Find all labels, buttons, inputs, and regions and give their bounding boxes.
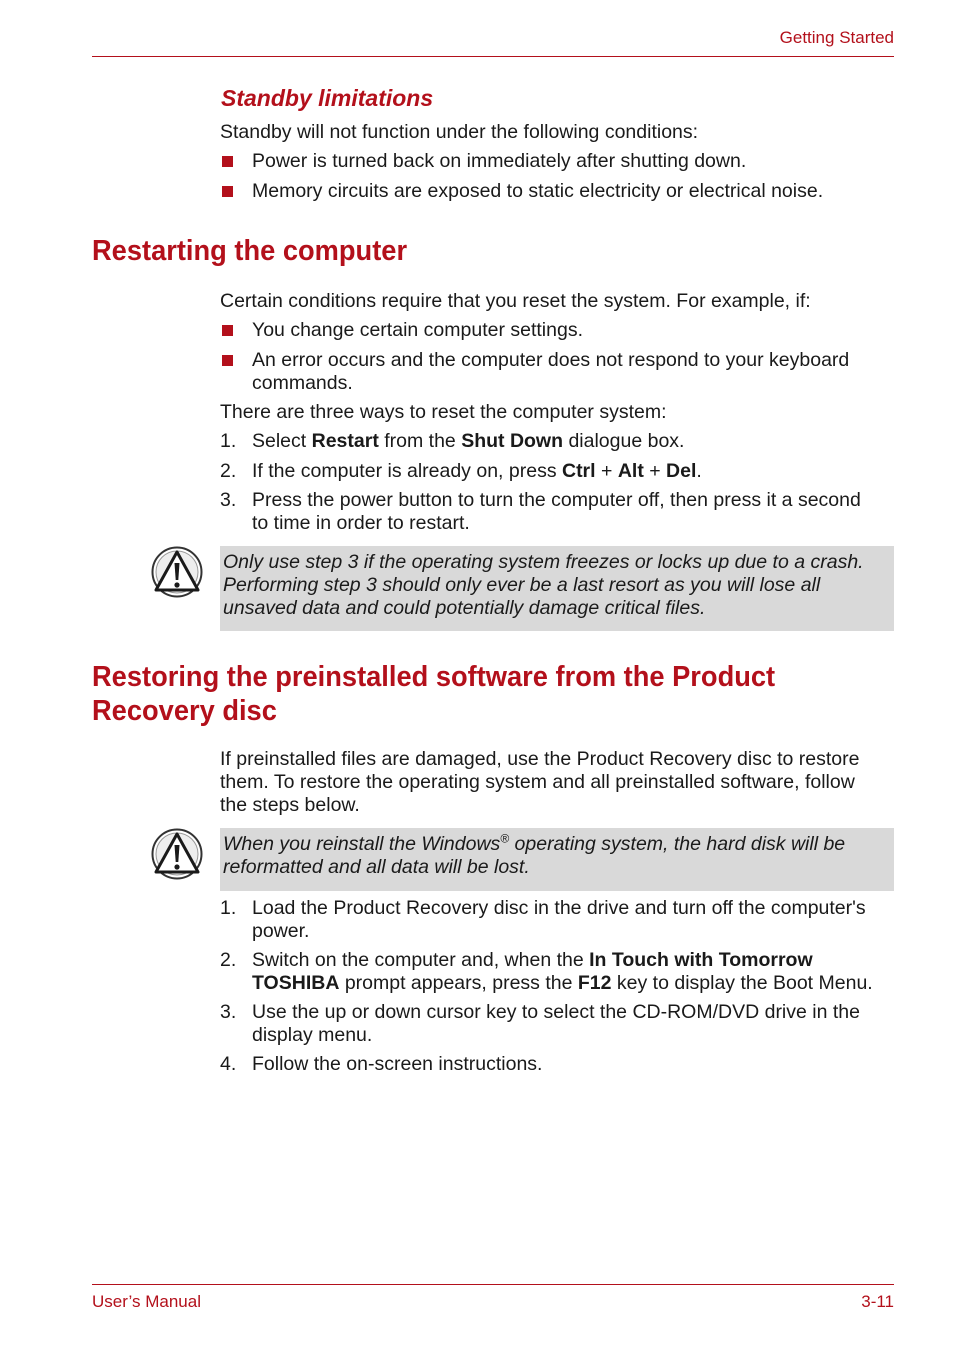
step-text: If the computer is already on, press — [252, 460, 562, 482]
note-line — [223, 833, 893, 856]
restore-step-3 — [252, 1001, 897, 1047]
restarting-bullet-2-line-2: commands. — [252, 372, 353, 394]
step-text: + — [595, 460, 618, 482]
restarting-heading: Restarting the computer — [92, 235, 408, 267]
step-text: prompt appears, press the — [339, 972, 578, 994]
note-text: operating system, the hard disk will be — [509, 833, 846, 855]
heading-line: Recovery disc — [92, 695, 277, 727]
step-text: . — [696, 460, 702, 482]
warning-triangle-icon — [151, 546, 203, 598]
bullet-marker — [222, 156, 233, 167]
key-del: Del — [666, 460, 697, 482]
key-ctrl: Ctrl — [561, 460, 596, 482]
restore-step-1 — [252, 897, 897, 943]
note-line: unsaved data and could potentially damage critical files. — [223, 597, 706, 619]
standby-intro: Standby will not function under the following conditions: — [220, 121, 699, 143]
step-line: power. — [252, 920, 310, 942]
bullet-marker — [222, 186, 233, 197]
page-number: 3-11 — [861, 1292, 894, 1311]
warning-note-text — [223, 833, 893, 879]
restart-step-2 — [252, 460, 897, 483]
step-number: 2. — [220, 460, 237, 482]
restart-step-1 — [252, 430, 897, 453]
step-text: Select — [252, 430, 312, 452]
restore-step-2 — [252, 949, 897, 995]
step-number: 3. — [220, 1001, 237, 1023]
step-text: dialogue box. — [563, 430, 685, 452]
restarting-intro: Certain conditions require that you reset the system. For example, if: — [220, 290, 811, 312]
restarting-bullet-2-line-1: An error occurs and the computer does not respond to your keyboard — [252, 349, 850, 371]
step-text: Switch on the computer and, when the — [252, 949, 590, 971]
restoring-heading — [92, 660, 775, 728]
step-line: display menu. — [252, 1024, 373, 1046]
running-header: Getting Started — [779, 28, 894, 47]
note-line: Performing step 3 should only ever be a last resort as you will lose all — [223, 574, 821, 596]
step-text: + — [643, 460, 667, 482]
step-number: 1. — [220, 430, 237, 452]
restoring-intro — [220, 748, 900, 817]
header-rule — [92, 56, 894, 57]
footer-rule — [92, 1284, 894, 1285]
step-line — [252, 949, 897, 972]
bullet-marker — [222, 355, 233, 366]
bullet-marker — [222, 325, 233, 336]
step-line — [252, 972, 897, 995]
step-line: Load the Product Recovery disc in the drive and turn off the computer's — [252, 897, 866, 919]
prompt-text: In Touch with Tomorrow — [589, 949, 813, 971]
note-text: When you reinstall the Windows — [223, 833, 501, 855]
restarting-bullet-1: You change certain computer settings. — [252, 319, 583, 341]
note-line: Only use step 3 if the operating system freezes or locks up due to a crash. — [223, 551, 864, 573]
step-line: to time in order to restart. — [252, 512, 470, 534]
step-term-restart: Restart — [311, 430, 379, 452]
step-number: 4. — [220, 1053, 237, 1075]
step-line: Press the power button to turn the computer off, then press it a second — [252, 489, 861, 511]
step-term-shut-down: Shut Down — [461, 430, 564, 452]
caution-note-text — [223, 551, 893, 620]
intro-line: If preinstalled files are damaged, use the Product Recovery disc to restore — [220, 748, 860, 770]
warning-note — [220, 828, 894, 891]
restart-step-3 — [252, 489, 897, 535]
standby-bullet-2: Memory circuits are exposed to static electricity or electrical noise. — [252, 180, 824, 202]
prompt-brand: TOSHIBA — [252, 972, 340, 994]
note-line: reformatted and all data will be lost. — [223, 856, 530, 878]
step-text: from the — [378, 430, 462, 452]
footer-manual-title: User’s Manual — [92, 1292, 201, 1311]
step-number: 3. — [220, 489, 237, 511]
heading-line: Restoring the preinstalled software from the Product — [92, 661, 776, 693]
standby-heading: Standby limitations — [221, 85, 434, 111]
intro-line: the steps below. — [220, 794, 360, 816]
ways-intro: There are three ways to reset the computer system: — [220, 401, 667, 423]
key-alt: Alt — [617, 460, 644, 482]
caution-note — [220, 546, 894, 631]
warning-triangle-icon — [151, 828, 203, 880]
key-f12: F12 — [577, 972, 612, 994]
intro-line: them. To restore the operating system and all preinstalled software, follow — [220, 771, 855, 793]
standby-bullet-1: Power is turned back on immediately after shutting down. — [252, 150, 747, 172]
step-number: 1. — [220, 897, 237, 919]
registered-mark: ® — [500, 831, 510, 846]
step-line: Use the up or down cursor key to select the CD-ROM/DVD drive in the — [252, 1001, 860, 1023]
restore-step-4: Follow the on-screen instructions. — [252, 1053, 543, 1075]
step-number: 2. — [220, 949, 237, 971]
step-text: key to display the Boot Menu. — [611, 972, 873, 994]
restarting-bullet-2 — [252, 349, 897, 395]
